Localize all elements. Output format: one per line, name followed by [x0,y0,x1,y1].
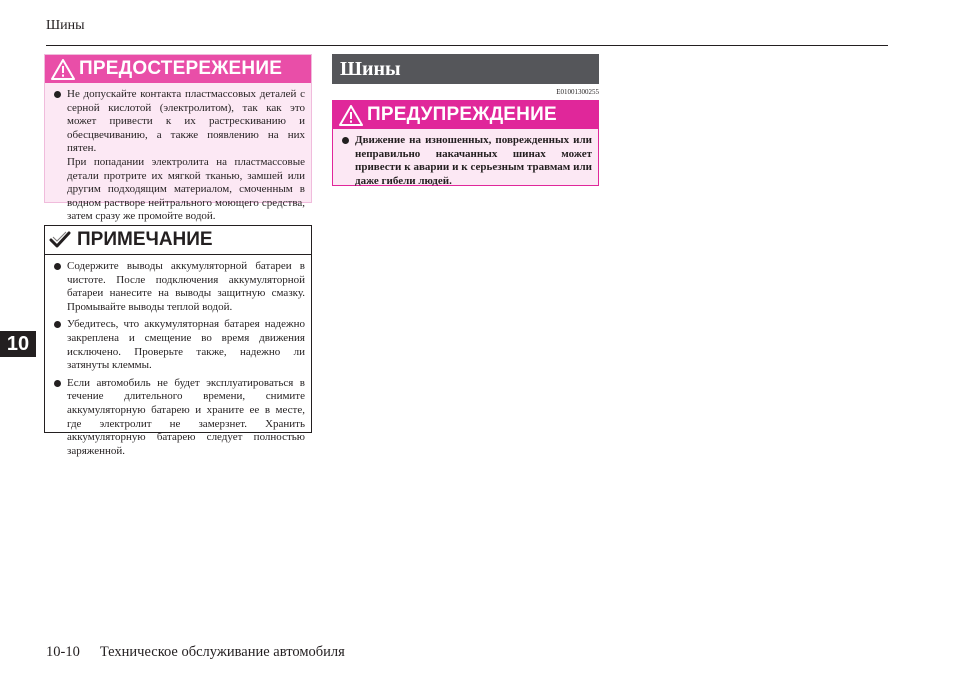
caution-item-continuation: При попадании электролита на пластмассовые детали протрите их мягкой тканью, замшей или другим подходящим материалом, смоченным в водном растворе нейтрального моющего средства, затем сразу же промойте водой. [67,155,305,223]
running-head: Шины [46,18,85,33]
page-footer [46,644,365,661]
warning-triangle-icon [339,105,363,126]
caution-list [45,83,311,232]
section-title: Шины [332,54,599,84]
checkmark-icon [49,231,71,249]
warning-triangle-icon [51,59,75,80]
warning-title: ПРЕДУПРЕЖДЕНИЕ [367,104,557,125]
note-list [45,255,311,466]
note-box [44,225,312,457]
caution-box [44,54,312,223]
note-title: ПРИМЕЧАНИЕ [77,229,213,250]
caution-header [45,55,311,83]
list-item: Содержите выводы аккумуляторной батареи в чистоте. После подключения аккумуляторной батареи нанесите на выводы защитную смазку. Промывайте выводы теплой водой. [53,260,305,314]
caution-title: ПРЕДОСТЕРЕЖЕНИЕ [79,58,283,79]
chapter-tab: 10 [0,331,36,357]
warning-box [332,100,599,186]
list-item: Движение на изношенных, поврежденных или неправильно накачанных шинах может привести к аварии и к серьезным травмам или даже гибели людей. [341,134,592,188]
page-number: 10-10 [46,644,80,660]
warning-header [333,101,598,129]
list-item: Убедитесь, что аккумуляторная батарея надежно закреплена и смещение во время движения исключено. Проверьте также, надежно ли затянуты клеммы. [53,318,305,372]
note-header [45,226,311,255]
header-rule [46,45,888,46]
document-code: E01001300255 [556,88,599,96]
warning-list [333,129,598,196]
list-item [53,88,305,224]
caution-item-text: Не допускайте контакта пластмассовых деталей с серной кислотой (электролитом), так как это может привести к их растрескиванию и обесцвечиванию, а также появлению на них пятен. [67,88,305,155]
list-item: Если автомобиль не будет эксплуатироваться в течение длительного времени, снимите аккумуляторную батарею и храните ее в месте, где электролит не замерзнет. Хранить аккумуляторную батарею следует полностью заряженной. [53,377,305,459]
footer-title: Техническое обслуживание автомобиля [99,644,345,660]
